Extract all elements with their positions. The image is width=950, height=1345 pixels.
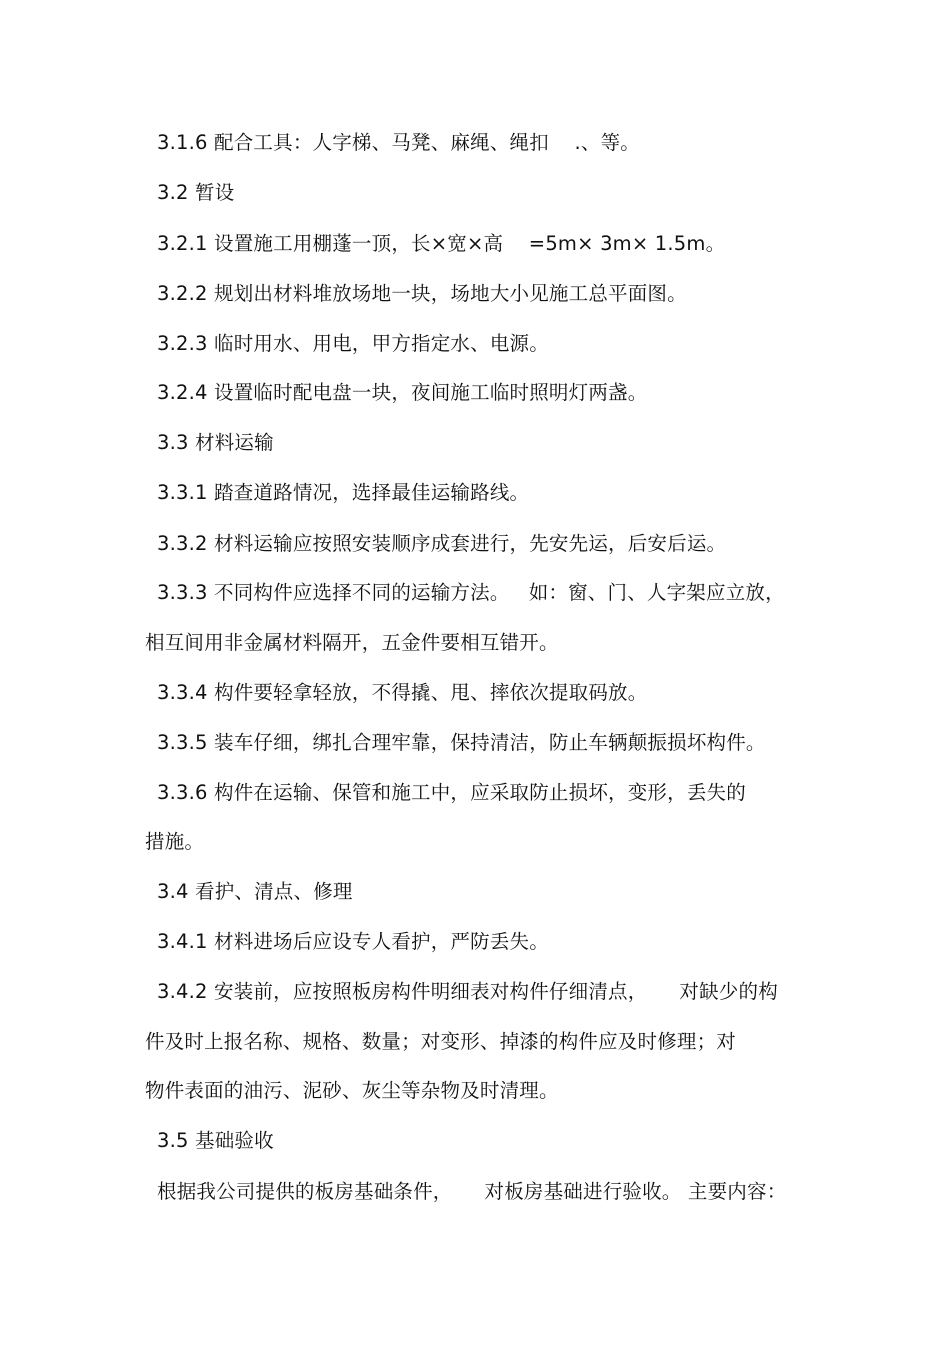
paragraph-3-3-5: 3.3.5 装车仔细，绑扎合理牢靠，保持清洁，防止车辆颠振损坏构件。 (157, 731, 766, 754)
paragraph-3-3-3: 3.3.3 不同构件应选择不同的运输方法。 如：窗、门、人字架应立放， (157, 581, 785, 604)
paragraph-foundation-acceptance: 根据我公司提供的板房基础条件， 对板房基础进行验收。 主要内容： (157, 1180, 787, 1203)
paragraph-3-3-1: 3.3.1 踏查道路情况，选择最佳运输路线。 (157, 481, 530, 504)
paragraph-3-3-6-continued: 措施。 (145, 830, 205, 853)
paragraph-3-2-3: 3.2.3 临时用水、用电，甲方指定水、电源。 (157, 332, 549, 355)
heading-3-3: 3.3 材料运输 (157, 431, 274, 454)
paragraph-3-2-4: 3.2.4 设置临时配电盘一块，夜间施工临时照明灯两盏。 (157, 381, 648, 404)
paragraph-3-3-2: 3.3.2 材料运输应按照安装顺序成套进行，先安先运，后安后运。 (157, 532, 727, 555)
heading-3-4: 3.4 看护、清点、修理 (157, 880, 353, 903)
paragraph-3-4-2-continued-1: 件及时上报名称、规格、数量；对变形、掉漆的构件应及时修理；对 (145, 1030, 737, 1053)
paragraph-3-3-6: 3.3.6 构件在运输、保管和施工中，应采取防止损坏，变形，丢失的 (157, 781, 746, 804)
paragraph-3-4-1: 3.4.1 材料进场后应设专人看护，严防丢失。 (157, 930, 549, 953)
heading-3-2: 3.2 暂设 (157, 181, 235, 204)
heading-3-5: 3.5 基础验收 (157, 1129, 274, 1152)
paragraph-3-4-2-continued-2: 物件表面的油污、泥砂、灰尘等杂物及时清理。 (145, 1079, 559, 1102)
paragraph-3-4-2: 3.4.2 安装前，应按照板房构件明细表对构件仔细清点， 对缺少的构 (157, 980, 778, 1003)
paragraph-3-3-3-continued: 相互间用非金属材料隔开，五金件要相互错开。 (145, 631, 559, 654)
paragraph-3-2-2: 3.2.2 规划出材料堆放场地一块，场地大小见施工总平面图。 (157, 282, 687, 305)
paragraph-3-2-1: 3.2.1 设置施工用棚蓬一顶，长×宽×高 =5m× 3m× 1.5m。 (157, 232, 726, 255)
paragraph-3-3-4: 3.3.4 构件要轻拿轻放，不得撬、甩、摔依次提取码放。 (157, 681, 648, 704)
paragraph-3-1-6: 3.1.6 配合工具：人字梯、马凳、麻绳、绳扣 .、等。 (157, 131, 641, 154)
